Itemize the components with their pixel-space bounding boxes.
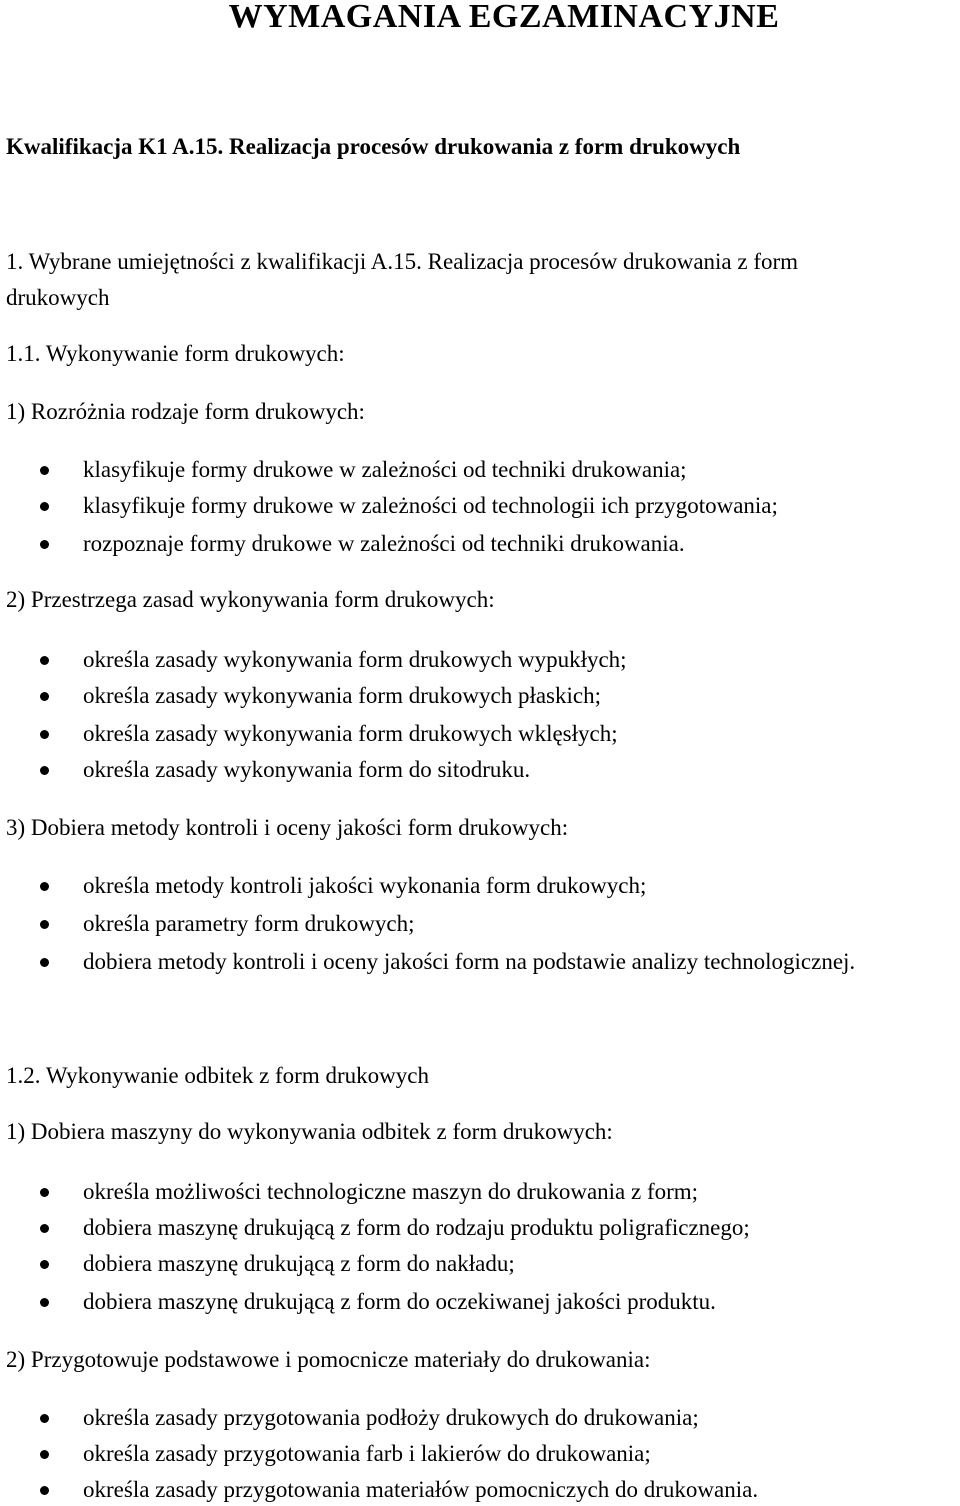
bullet-icon [40,730,49,739]
bullet-icon [40,502,49,511]
group-heading: 2) Przestrzega zasad wykonywania form drukowych: [6,587,495,612]
section-1-heading-cont: drukowych [6,285,110,310]
bullet-icon [40,656,49,665]
bullet-icon [40,1414,49,1423]
bullet-icon [40,958,49,967]
group-heading: 1) Rozróżnia rodzaje form drukowych: [6,399,365,424]
bullet-icon [40,540,49,549]
page-title: WYMAGANIA EGZAMINACYJNE [228,0,780,35]
section-1-heading: 1. Wybrane umiejętności z kwalifikacji A.15. Realizacja procesów drukowania z form [6,249,799,274]
bullet-icon [40,766,49,775]
bullet-icon [40,1188,49,1197]
bullet-icon [40,1486,49,1495]
bullet-icon [40,1450,49,1459]
bullet-icon [40,1298,49,1307]
group-heading: 2) Przygotowuje podstawowe i pomocnicze materiały do drukowania: [6,1347,651,1372]
bullet-icon [40,466,49,475]
bullet-icon [40,692,49,701]
bullet-icon [40,882,49,891]
qualification-heading: Kwalifikacja K1 A.15. Realizacja procesów drukowania z form drukowych [6,134,741,159]
bullet-icon [40,1224,49,1233]
group-heading: 1) Dobiera maszyny do wykonywania odbitek z form drukowych: [6,1119,613,1144]
bullet-icon [40,920,49,929]
subsection-1-1-heading: 1.1. Wykonywanie form drukowych: [6,341,345,366]
bullet-icon [40,1260,49,1269]
subsection-1-2-heading: 1.2. Wykonywanie odbitek z form drukowych [6,1063,429,1088]
group-heading: 3) Dobiera metody kontroli i oceny jakości form drukowych: [6,815,569,840]
